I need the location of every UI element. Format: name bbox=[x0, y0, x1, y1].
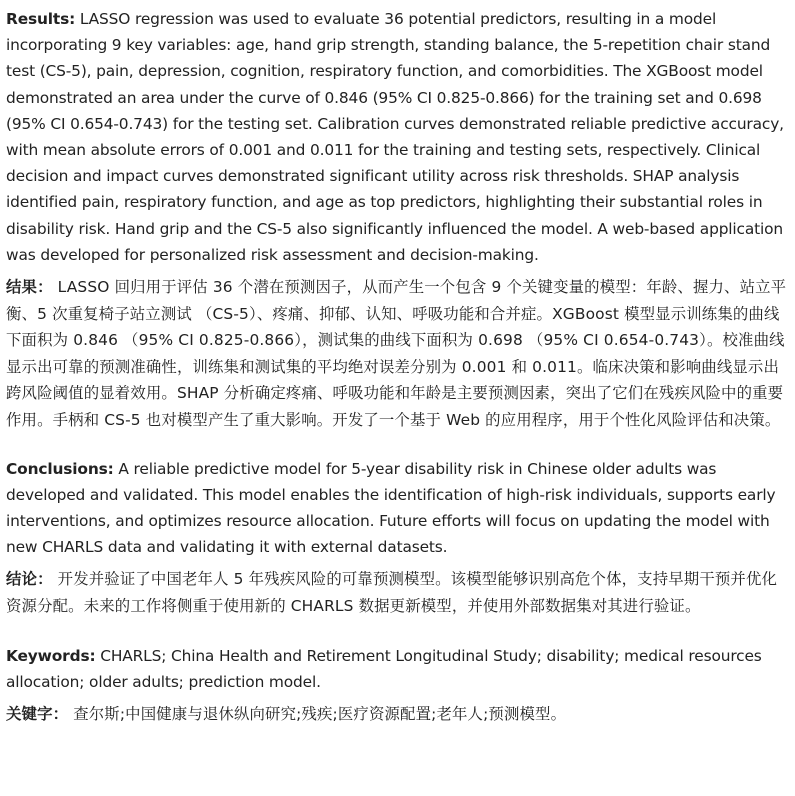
keywords-label: Keywords: bbox=[6, 646, 96, 665]
conclusions-paragraph-chinese bbox=[6, 566, 789, 619]
keywords-paragraph-chinese bbox=[6, 701, 789, 728]
conclusions-label-chinese: 结论： bbox=[6, 570, 53, 589]
keywords-label-chinese: 关键字： bbox=[6, 705, 69, 723]
conclusions-label: Conclusions: bbox=[6, 459, 114, 478]
results-text-chinese: LASSO 回归用于评估 36 个潜在预测因子，从而产生一个包含 9 个关键变量的模型：年龄、握力、站立平衡、5 次重复椅子站立测试 （CS-5）、疼痛、抑郁、认知、呼吸功能和合并症。XGBoost 模型显示训练集的曲线下面积为 0.846 （95% CI 0.825-0.866），测试集的曲线下面积为 0.698 （95% CI 0.654-0.743）。校准曲线显示出可靠的预测准确性，训练集和测试集的平均绝对误差分别为 0.001 和 0.011。临床决策和影响曲线显示出跨风险阈值的显着效用。SHAP 分析确定疼痛、呼吸功能和年龄是主要预测因素，突出了它们在残疾风险中的重要作用。手柄和 CS-5 也对模型产生了重大影响。开发了一个基于 Web 的应用程序，用于个性化风险评估和决策。 bbox=[6, 278, 787, 429]
results-text: LASSO regression was used to evaluate 36 potential predictors, resulting in a model incorporating 9 key variables: age, hand grip strength, standing balance, the 5-repetition chair stand test (CS-5), pain, depression, cognition, respiratory function, and comorbidities. The XGBoost model demonstrated an area under the curve of 0.846 (95% CI 0.825-0.866) for the training set and 0.698 (95% CI 0.654-0.743) for the testing set. Calibration curves demonstrated reliable predictive accuracy, with mean absolute errors of 0.001 and 0.011 for the training and testing sets, respectively. Clinical decision and impact curves demonstrated significant utility across risk thresholds. SHAP analysis identified pain, respiratory function, and age as top predictors, highlighting their substantial roles in disability risk. Hand grip and the CS-5 also significantly influenced the model. A web-based application was developed for personalized risk assessment and decision-making. bbox=[6, 10, 784, 264]
results-paragraph-chinese bbox=[6, 274, 789, 434]
conclusions-text: A reliable predictive model for 5-year disability risk in Chinese older adults was developed and validated. This model enables the identification of high-risk individuals, supports early interventions, and optimizes resource allocation. Future efforts will focus on updating the model with new CHARLS data and validating it with external datasets. bbox=[6, 459, 776, 557]
results-label: Results: bbox=[6, 10, 76, 28]
results-paragraph bbox=[6, 6, 789, 268]
keywords-text: CHARLS; China Health and Retirement Longitudinal Study; disability; medical resources allocation; older adults; prediction model. bbox=[6, 646, 762, 691]
conclusions-text-chinese: 开发并验证了中国老年人 5 年残疾风险的可靠预测模型。该模型能够识别高危个体，支持早期干预并优化资源分配。未来的工作将侧重于使用新的 CHARLS 数据更新模型，并使用外部数据集对其进行验证。 bbox=[6, 570, 778, 615]
conclusions-paragraph bbox=[6, 456, 789, 561]
keywords-text-chinese: 查尔斯;中国健康与退休纵向研究;残疾;医疗资源配置;老年人;预测模型。 bbox=[68, 705, 567, 723]
keywords-paragraph bbox=[6, 643, 789, 695]
abstract-document bbox=[6, 6, 789, 728]
results-label-chinese: 结果： bbox=[6, 278, 53, 297]
